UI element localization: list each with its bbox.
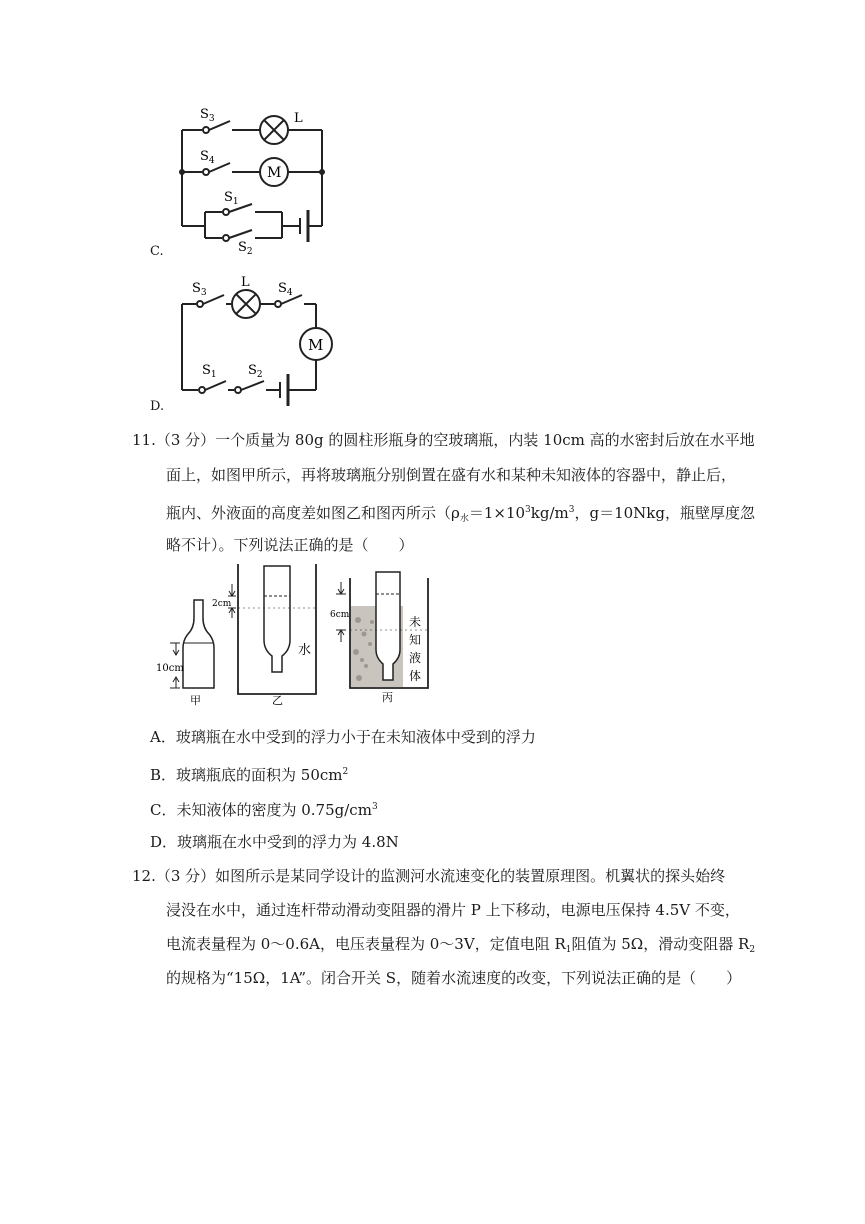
caption-yi: 乙 — [272, 694, 283, 707]
q11-option-a: A．玻璃瓶在水中受到的浮力小于在未知液体中受到的浮力 — [150, 728, 536, 746]
label-s2: $S_2$ — [248, 363, 263, 380]
caption-jia: 甲 — [190, 694, 201, 707]
q11-line-1: 11.（3 分）一个质量为 80g 的圆柱形瓶身的空玻璃瓶，内装 10cm 高的水密封后放在水平地 — [132, 431, 755, 449]
bottle-diagram — [150, 560, 440, 710]
option-d-label: D. — [150, 399, 165, 414]
label-s3: $S_3$ — [200, 107, 215, 124]
label-motor: M — [267, 165, 282, 181]
label-lamp: L — [241, 275, 250, 290]
height-6cm-label: 6cm — [330, 610, 350, 620]
q11-option-d: D．玻璃瓶在水中受到的浮力为 4.8N — [150, 833, 399, 851]
unknown-char-4: 体 — [409, 669, 422, 683]
unknown-char-2: 知 — [409, 633, 422, 647]
q12-line-4: 的规格为“15Ω，1A”。闭合开关 S，随着水流速度的改变，下列说法正确的是（ ） — [166, 969, 742, 987]
q11-line-3: 瓶内、外液面的高度差如图乙和图丙所示（$\rho_水=1\times 10^3kg/m^3$，g＝10Nkg，瓶壁厚度忽 — [166, 504, 755, 524]
label-s1: $S_1$ — [224, 190, 239, 207]
label-lamp: L — [294, 111, 303, 126]
circuit-c-diagram — [170, 100, 340, 257]
height-10cm-label: 10cm — [156, 663, 184, 674]
unknown-char-1: 未 — [409, 615, 422, 629]
caption-bing: 丙 — [382, 691, 393, 704]
water-label: 水 — [298, 643, 312, 658]
q11-option-b: B．玻璃瓶底的面积为 $50cm^2$ — [150, 766, 349, 784]
label-s1: $S_1$ — [202, 363, 217, 380]
q11-line-4: 略不计）。下列说法正确的是（ ） — [166, 536, 414, 554]
option-c-label: C. — [150, 244, 164, 259]
q12-line-3: 电流表量程为 0～0.6A，电压表量程为 0～3V，定值电阻 $R_1$阻值为 5Ω，滑动变阻器 $R_2$ — [166, 935, 756, 955]
circuit-d-figure — [170, 270, 340, 400]
unknown-char-3: 液 — [409, 651, 422, 665]
label-s4: $S_4$ — [278, 281, 293, 298]
label-s2: $S_2$ — [238, 240, 253, 257]
q12-line-1: 12.（3 分）如图所示是某同学设计的监测河水流速变化的装置原理图。机翼状的探头始终 — [132, 867, 726, 885]
circuit-d-diagram — [170, 270, 340, 400]
circuit-c-figure — [170, 100, 340, 257]
label-motor: M — [308, 336, 324, 354]
q12-line-2: 浸没在水中，通过连杆带动滑动变阻器的滑片 P 上下移动，电源电压保持 4.5V 不变， — [166, 901, 740, 919]
label-s3: $S_3$ — [192, 281, 207, 298]
q11-bottle-figure — [150, 560, 440, 710]
label-s4: $S_4$ — [200, 149, 215, 166]
height-2cm-label: 2cm — [212, 599, 232, 609]
q11-option-c: C．未知液体的密度为 $0.75g/cm^3$ — [150, 801, 378, 819]
q11-line-2: 面上，如图甲所示，再将玻璃瓶分别倒置在盛有水和某种未知液体的容器中，静止后， — [166, 466, 737, 484]
